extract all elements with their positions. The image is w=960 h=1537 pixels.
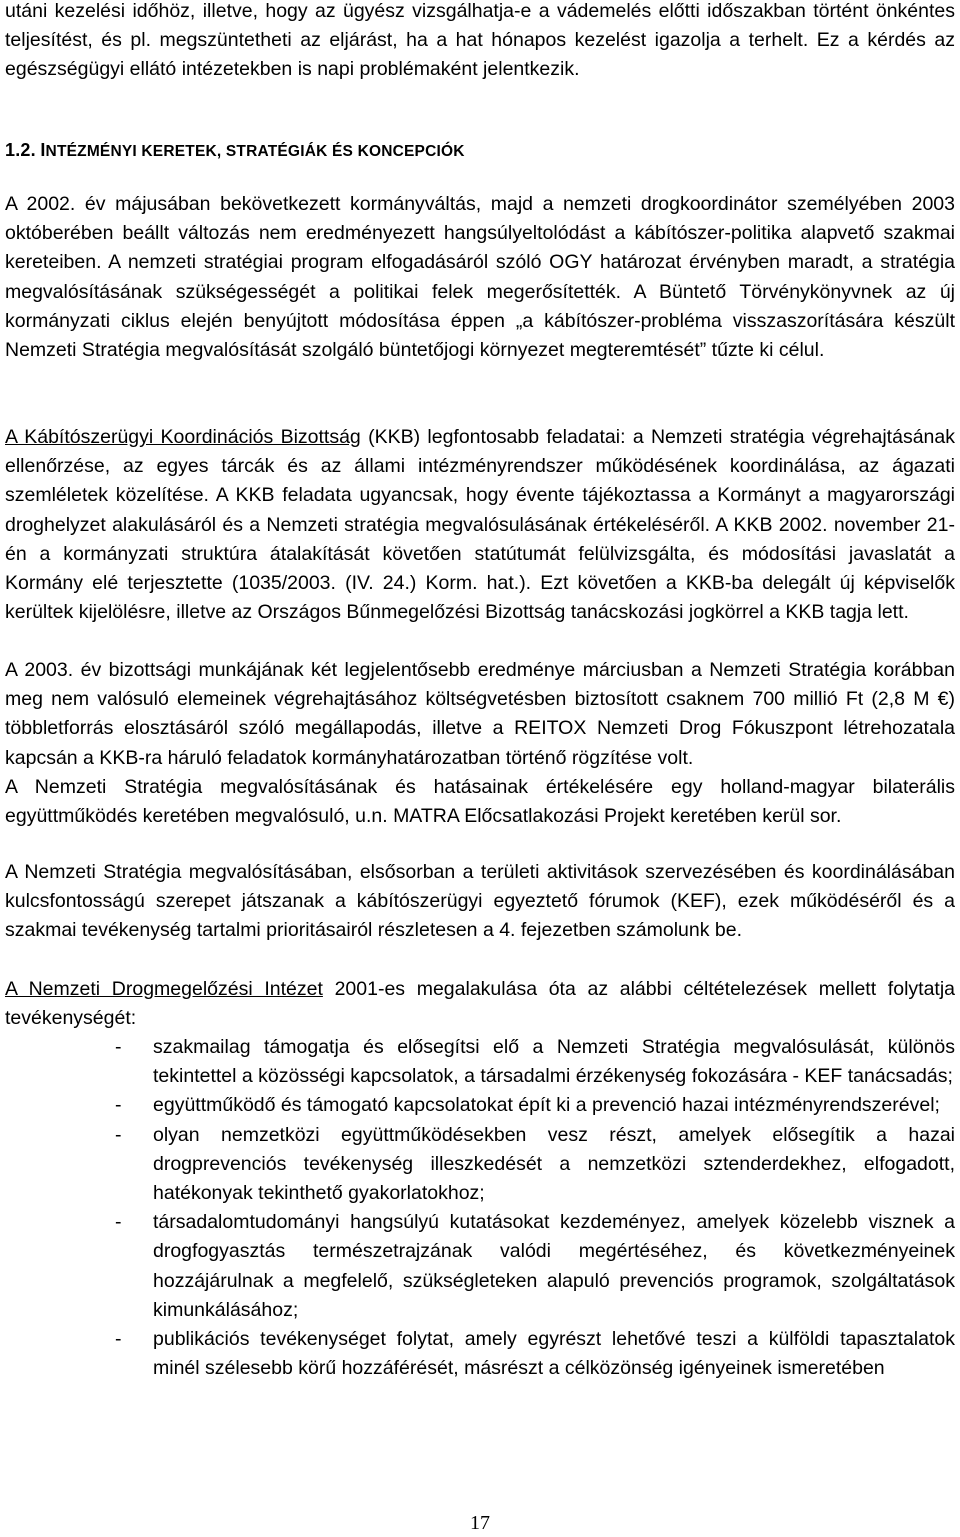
list-dash: - <box>115 1211 122 1234</box>
list-item-text: együttműködő és támogató kapcsolatokat épít ki a prevenció hazai intézményrendszerével; <box>153 1094 940 1117</box>
list-item-text: társadalomtudományi hangsúlyú kutatásokat kezdeményez, amelyek közelebb visznek a drogfogyasztás természetrajzának valódi megértéséhez, és következményeinek hozzájárulnak a megfelelő, szükségleteken alapuló prevenciós programok, szolgáltatások kimunkálásához; <box>153 1211 955 1321</box>
list-dash: - <box>115 1328 122 1351</box>
kkb-text: (KKB) legfontosabb feladatai: a Nemzeti stratégia végrehajtásának ellenőrzése, az egyes tárcák és az állami intézményrendszer működésének koordinálása, az ágazati szemléletek közelítése. A KKB feladata ugyancsak, hogy évente tájékoztassa a Kormányt a magyarországi droghelyzet alakulásáról és a Nemzeti stratégia megvalósulásának értékeléséről. A KKB 2002. november 21-én a kormányzati struktúra átalakítását követően statútumát felülvizsgálta, és módosítási javaslatát a Kormány elé terjesztette (1035/2003. (IV. 24.) Korm. hat.). Ezt követően a KKB-ba delegált új képviselők kerültek kijelölésre, illetve az Országos Bűnmegelőzési Bizottság tanácskozási jogkörrel a KKB tagja lett. <box>5 426 955 624</box>
paragraph-ndi <box>5 975 955 1033</box>
list-dash: - <box>115 1036 122 1058</box>
kkb-name-link: A Kábítószerügyi Koordinációs Bizottság <box>5 426 361 448</box>
paragraph-kef: A Nemzeti Stratégia megvalósításában, elsősorban a területi aktivitások szervezésében és koordinálásában kulcsfontosságú szerepet játszanak a kábítószerügyi egyeztető fórumok (KEF), ezek működéséről és a szakmai tevékenység tartalmi prioritásairól részletesen a 4. fejezetben számolunk be. <box>5 861 955 942</box>
page-number: 17 <box>470 1512 490 1534</box>
list-item-text: szakmailag támogatja és elősegítsi elő a Nemzeti Stratégia megvalósulását, különös tekintettel a közösségi kapcsolatok, a társadalmi érzékenység fokozására - KEF tanácsadás; <box>153 1036 955 1088</box>
list-dash: - <box>115 1094 122 1117</box>
list-item-text: publikációs tevékenységet folytat, amely egyrészt lehetővé teszi a külföldi tapasztalatok minél szélesebb körű hozzáférését, másrészt a célközönség igényeinek ismeretében <box>153 1328 955 1380</box>
list-item <box>5 1208 955 1325</box>
section-heading-text: NTÉZMÉNYI KERETEK, STRATÉGIÁK ÉS KONCEPCIÓK <box>45 143 465 160</box>
list-item <box>5 1121 955 1209</box>
ndi-name-link: A Nemzeti Drogmegelőzési Intézet <box>5 978 323 1000</box>
section-heading <box>5 140 465 161</box>
section-heading-initial: I <box>40 140 46 160</box>
paragraph-kkb <box>5 423 955 627</box>
paragraph-government-change: A 2002. év májusában bekövetkezett kormányváltás, majd a nemzeti drogkoordinátor személyében 2003 októberében beállt változás nem eredményezett hangsúlyeltolódást a kábítószer-politika alapvető szakmai kereteiben. A nemzeti stratégiai program elfogadásáról szóló OGY határozat érvényben maradt, a stratégia megvalósításának szükségességét a politikai felek megerősítették. A Büntető Törvénykönyvnek az új kormányzati ciklus elején benyújtott módosítása éppen „a kábítószer-probléma visszaszorítására készült Nemzeti Stratégia megvalósítását szolgáló büntetőjogi környezet megteremtését” tűzte ki célul. <box>5 193 955 362</box>
list-dash: - <box>115 1123 122 1146</box>
ndi-text: 2001-es megalakulása óta az alábbi céltételezések mellett folytatja tevékenységét: <box>5 978 956 1030</box>
ndi-goals-list <box>5 1033 955 1383</box>
paragraph-intro-continuation: utáni kezelési időhöz, illetve, hogy az ügyész vizsgálhatja-e a vádemelés előtti időszakban történt önkéntes teljesítést, és pl. megszüntetheti az eljárást, ha a hat hónapos kezelést igazolja a terhelt. Ez a kérdés az egészségügyi ellátó intézetekben is napi problémaként jelentkezik. <box>5 0 955 81</box>
list-item <box>5 1091 955 1120</box>
list-item <box>5 1033 955 1091</box>
list-item-text: olyan nemzetközi együttműködésekben vesz részt, amelyek elősegítik a hazai drogprevenciós tevékenység illeszkedését a nemzetközi sztenderdekhez, elfogadott, hatékonyak tekinthető gyakorlatokhoz; <box>153 1123 955 1205</box>
section-number: 1.2. <box>5 140 36 160</box>
paragraph-matra-project: A Nemzeti Stratégia megvalósításának és hatásainak értékelésére egy holland-magyar bilaterális együttműködés keretében megvalósuló, u.n. MATRA Előcsatlakozási Projekt keretében kerül sor. <box>5 776 955 828</box>
list-item <box>5 1325 955 1383</box>
paragraph-2003-results: A 2003. év bizottsági munkájának két legjelentősebb eredménye márciusban a Nemzeti Stratégia korábban meg nem valósuló elemeinek végrehajtásához költségvetésben biztosított csaknem 700 millió Ft (2,8 M €) többletforrás elosztásáról szóló megállapodás, illetve a REITOX Nemzeti Drog Fókuszpont létrehozatala kapcsán a KKB-ra háruló feladatok kormányhatározatban történő rögzítése volt. <box>5 659 955 769</box>
